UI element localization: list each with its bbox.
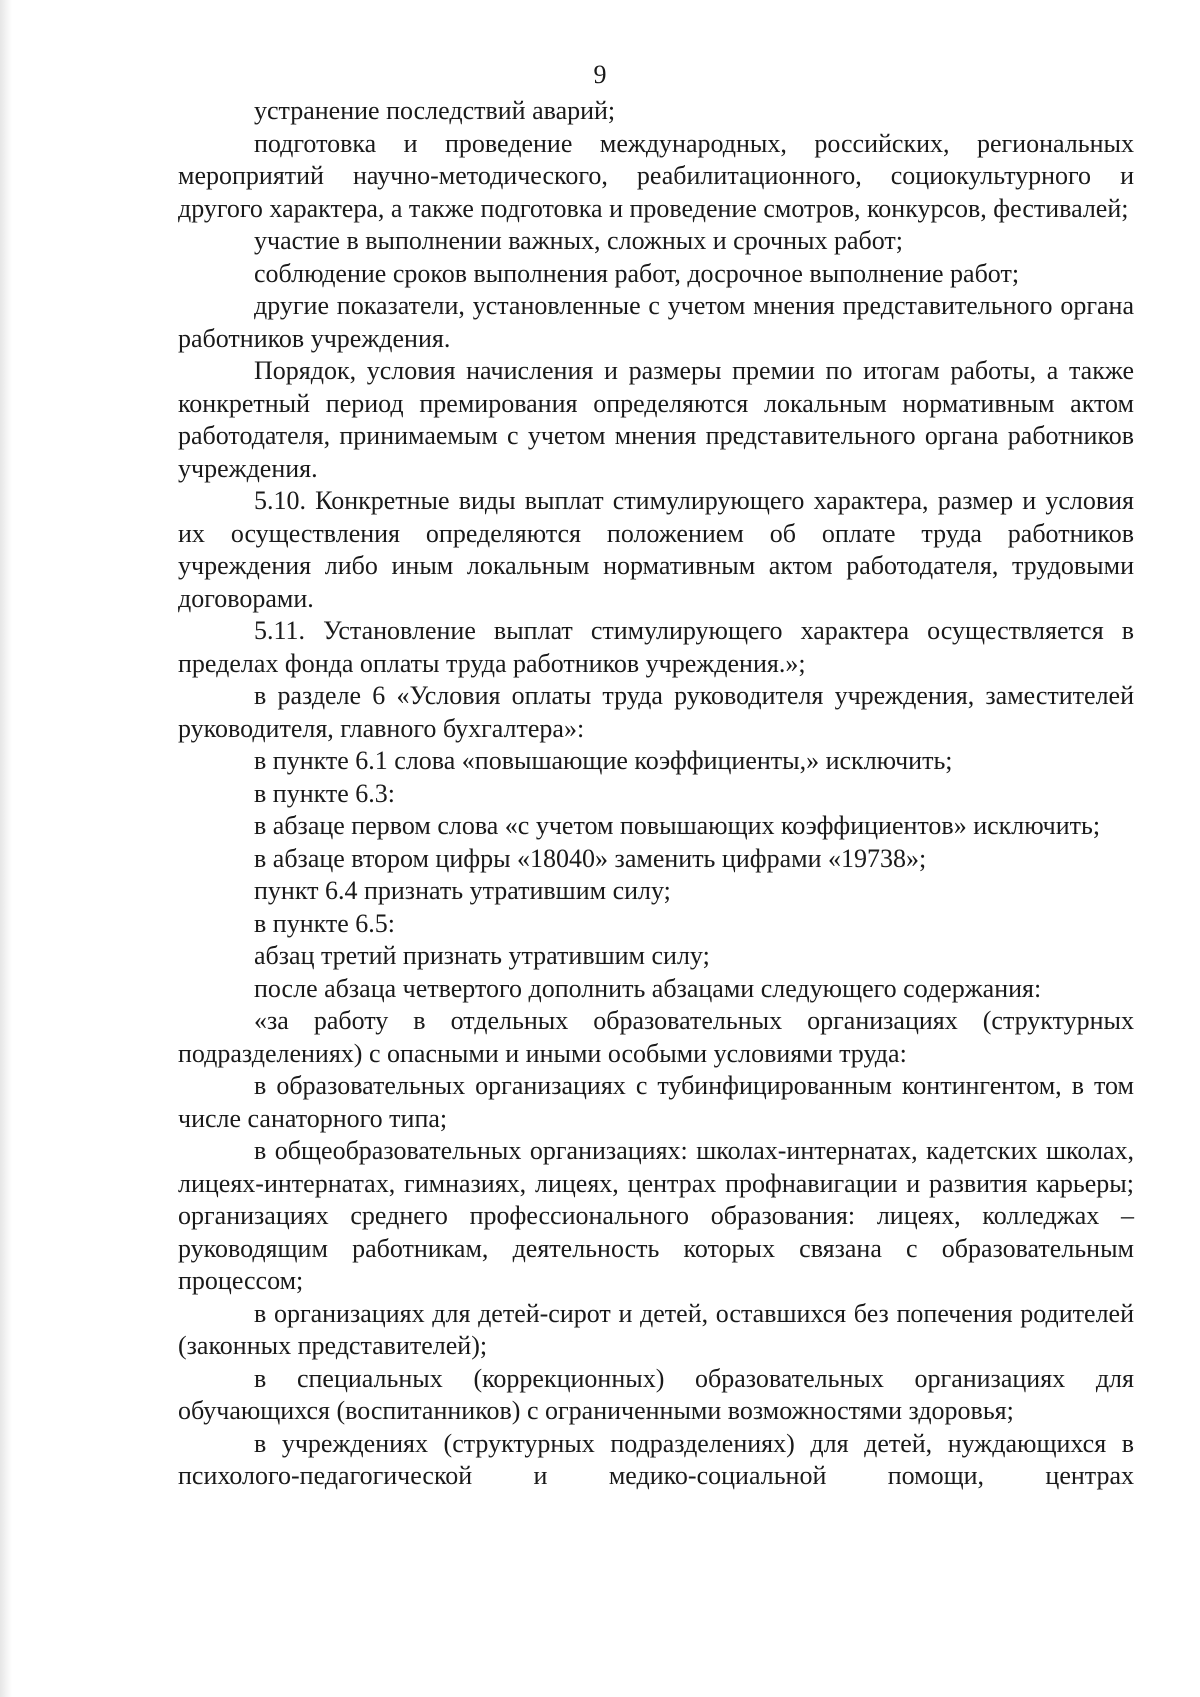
paragraph-17: после абзаца четвертого дополнить абзацами следующего содержания: [254, 973, 1042, 1003]
paragraph-6: Порядок, условия начисления и размеры премии по итогам работы, а также конкретный период премирования определяются локальным нормативным актом работодателя, принимаемым с учетом мнения представительного органа работников учреждения. [178, 356, 1134, 483]
paragraph-14: пункт 6.4 признать утратившим силу; [254, 876, 671, 905]
paragraph-5: другие показатели, установленные с учетом мнения представительного органа работников учреждения. [178, 291, 1134, 353]
paragraph-1: устранение последствий аварий; [254, 96, 616, 125]
paragraph-11: в пункте 6.3: [254, 778, 396, 808]
paragraph-2: подготовка и проведение международных, российских, региональных мероприятий научно-методического, реабилитационного, социокультурного и другого характера, а также подготовка и проведение смотров, конкурсов, фестивалей; [178, 128, 1134, 223]
paragraph-23: в учреждениях (структурных подразделениях) для детей, нуждающихся в психолого-педагогической и медико-социальной помощи, центрах [178, 1428, 1134, 1490]
paragraph-8: 5.11. Установление выплат стимулирующего характера осуществляется в пределах фонда оплаты труда работников учреждения.»; [178, 616, 1134, 678]
paragraph-12: в абзаце первом слова «с учетом повышающих коэффициентов» исключить; [254, 811, 1101, 840]
paragraph-7: 5.10. Конкретные виды выплат стимулирующего характера, размер и условия их осуществления определяются положением об оплате труда работников учреждения либо иным локальным нормативным актом работодателя, трудовыми договорами. [178, 486, 1134, 613]
paragraph-20: в общеобразовательных организациях: школах-интернатах, кадетских школах, лицеях-интернатах, гимназиях, лицеях, центрах профнавигации и развития карьеры; организациях среднего профессионального образования: лицеях, колледжах – руководящим работникам, деятельность которых связана с образовательным процессом; [178, 1136, 1134, 1295]
paragraph-18: «за работу в отдельных образовательных организациях (структурных подразделениях) с опасными и иными особыми условиями труда: [178, 1006, 1134, 1068]
document-body [178, 95, 1134, 1493]
paragraph-13: в абзаце втором цифры «18040» заменить цифрами «19738»; [254, 843, 927, 873]
paragraph-22: в специальных (коррекционных) образовательных организациях для обучающихся (воспитанников) с ограниченными возможностями здоровья; [178, 1363, 1134, 1425]
paragraph-16: абзац третий признать утратившим силу; [254, 941, 710, 970]
paragraph-10: в пункте 6.1 слова «повышающие коэффициенты,» исключить; [254, 746, 953, 775]
paragraph-3: участие в выполнении важных, сложных и срочных работ; [254, 226, 904, 255]
paragraph-19: в образовательных организациях с тубинфицированным контингентом, в том числе санаторного типа; [178, 1071, 1134, 1133]
scan-edge-shadow [0, 0, 12, 1697]
paragraph-21: в организациях для детей-сирот и детей, оставшихся без попечения родителей (законных представителей); [178, 1298, 1134, 1360]
paragraph-9: в разделе 6 «Условия оплаты труда руководителя учреждения, заместителей руководителя, главного бухгалтера»: [178, 681, 1134, 743]
page-number: 9 [593, 60, 607, 89]
paragraph-15: в пункте 6.5: [254, 908, 396, 938]
paragraph-4: соблюдение сроков выполнения работ, досрочное выполнение работ; [254, 258, 1020, 288]
